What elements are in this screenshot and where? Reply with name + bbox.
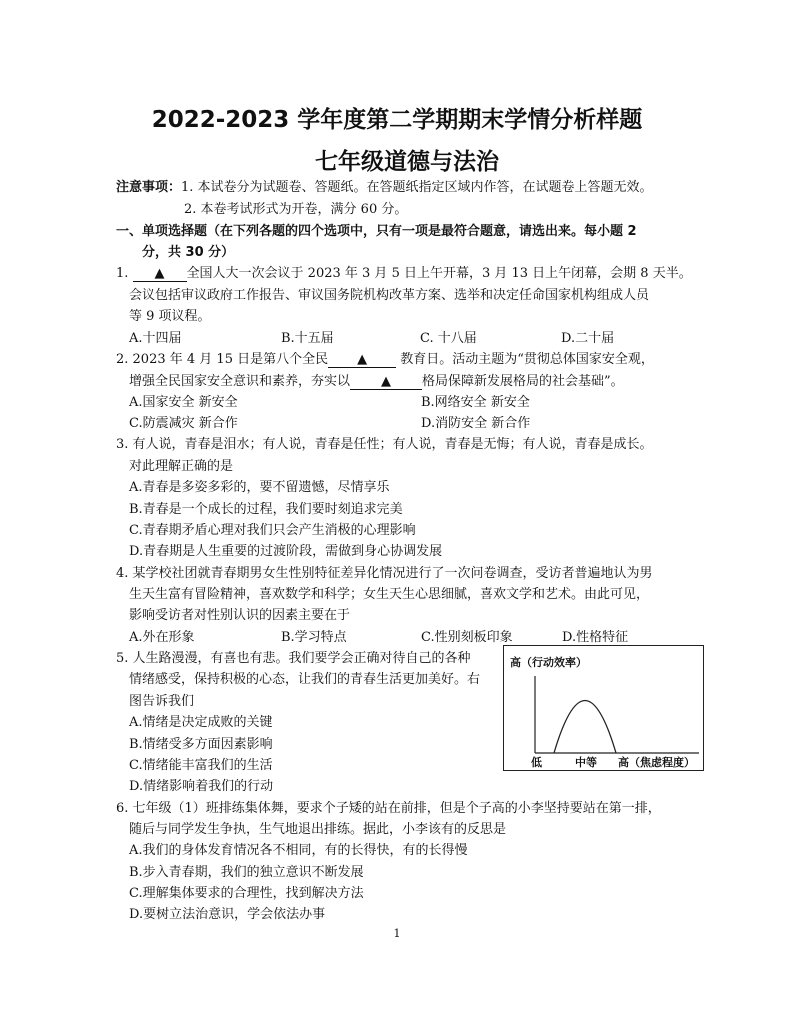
q2-line-2 [129, 374, 624, 390]
q3-option-a: A.青春是多姿多彩的，要不留遗憾，尽情享乐 [129, 480, 390, 495]
q3-option-c: C.青春期矛盾心理对我们只会产生消极的心理影响 [129, 523, 416, 538]
q4-option-b: B.学习特点 [281, 630, 347, 645]
q5-option-b: B.情绪受多方面因素影响 [129, 737, 273, 752]
q5-figure [503, 645, 704, 771]
q1-number: 1. [116, 266, 129, 281]
q2-option-d: D.消防安全 新合作 [421, 416, 531, 431]
q5-figure-x-mid: 中等 [575, 756, 597, 769]
q5-line-1: 5. 人生路漫漫，有喜也有悲。我们要学会正确对待自己的各种 [116, 651, 471, 666]
q3-line-1: 3. 有人说，青春是泪水；有人说，青春是任性；有人说，青春是无悔；有人说，青春是成长。 [116, 437, 653, 452]
section-heading-line-2: 分，共 30 分） [142, 245, 235, 260]
q3-line-2: 对此理解正确的是 [129, 459, 234, 474]
q5-figure-x-low: 低 [531, 756, 542, 769]
q6-line-1: 6. 七年级（1）班排练集体舞，要求个子矮的站在前排，但是个子高的小李坚持要站在第一排， [116, 801, 661, 816]
q2-text-a2: 教育日。活动主题为“贯彻总体国家安全观， [400, 352, 654, 367]
q4-option-c: C.性别刻板印象 [421, 630, 513, 645]
q5-option-a: A.情绪是决定成败的关键 [129, 715, 273, 730]
q2-blank-1: ▲ [328, 352, 396, 368]
q1-line-1 [116, 266, 692, 282]
page-number: 1 [393, 927, 401, 940]
q2-option-a: A.国家安全 新安全 [129, 395, 238, 410]
q4-line-1: 4. 某学校社团就青春期男女生性别特征差异化情况进行了一次问卷调查，受访者普遍地认为男 [116, 566, 653, 581]
q4-option-a: A.外在形象 [129, 630, 195, 645]
q1-line-2: 会议包括审议政府工作报告、审议国务院机构改革方案、选举和决定任命国家机构组成人员 [129, 288, 650, 303]
q3-option-d: D.青春期是人生重要的过渡阶段，需做到身心协调发展 [129, 544, 443, 559]
q6-line-2: 随后与同学发生争执，生气地退出排练。据此，小李该有的反思是 [129, 822, 507, 837]
q1-line-3: 等 9 项议程。 [129, 309, 211, 324]
q1-text-a: 全国人大一次会议于 2023 年 3 月 5 日上午开幕，3 月 13 日上午闭幕，会期 8 天半。 [186, 266, 692, 281]
q2-text-a1: 2. 2023 年 4 月 15 日是第八个全民 [116, 352, 329, 367]
q2-option-b: B.网络安全 新安全 [421, 395, 530, 410]
efficiency-curve [554, 701, 616, 754]
exam-subtitle: 七年级道德与法治 [315, 149, 499, 175]
q2-blank-2: ▲ [350, 374, 422, 390]
q4-line-2: 生天生富有冒险精神，喜欢数学和科学；女生天生心思细腻，喜欢文学和艺术。由此可见， [129, 587, 650, 602]
q2-line-1 [116, 352, 654, 368]
q4-line-3: 影响受访者对性别认识的因素主要在于 [129, 608, 351, 623]
q1-option-a: A.十四届 [129, 331, 182, 346]
q6-option-c: C.理解集体要求的合理性，找到解决方法 [129, 886, 364, 901]
q4-option-d: D.性格特征 [562, 630, 629, 645]
q1-option-b: B.十五届 [281, 331, 334, 346]
q6-option-b: B.步入青春期，我们的独立意识不断发展 [129, 865, 364, 880]
q6-option-d: D.要树立法治意识，学会依法办事 [129, 907, 326, 922]
q1-option-d: D.二十届 [561, 331, 615, 346]
q1-blank: ▲ [133, 266, 187, 282]
notes-line-1 [116, 180, 653, 196]
q5-line-2: 情绪感受，保持积极的心态，让我们的青春生活更加美好。右 [129, 672, 481, 687]
notes-label: 注意事项： [116, 180, 182, 195]
q6-option-a: A.我们的身体发育情况各不相同，有的长得快，有的长得慢 [129, 843, 468, 858]
q2-text-b1: 增强全民国家安全意识和素养，夯实以 [129, 374, 351, 389]
notes-item-2: 2. 本卷考试形式为开卷，满分 60 分。 [184, 202, 408, 217]
exam-title: 2022-2023 学年度第二学期期末学情分析样题 [151, 107, 643, 133]
q1-option-c: C. 十八届 [420, 331, 477, 346]
q5-figure-x-high: 高（焦虑程度） [618, 756, 695, 769]
q5-figure-y-label: 高（行动效率） [510, 656, 587, 669]
section-heading-line-1: 一、单项选择题（在下列各题的四个选项中，只有一项是最符合题意，请选出来。每小题 2 [116, 224, 637, 239]
q5-line-3: 图告诉我们 [129, 694, 195, 709]
notes-item-1: 1. 本试卷分为试题卷、答题纸。在答题纸指定区域内作答，在试题卷上答题无效。 [181, 180, 653, 195]
q3-option-b: B.青春是一个成长的过程，我们要时刻追求完美 [129, 502, 403, 517]
q2-option-c: C.防震减灾 新合作 [129, 416, 238, 431]
q5-option-c: C.情绪能丰富我们的生活 [129, 758, 273, 773]
q5-option-d: D.情绪影响着我们的行动 [129, 779, 274, 794]
q2-text-b2: 格局保障新发展格局的社会基础”。 [422, 374, 624, 389]
